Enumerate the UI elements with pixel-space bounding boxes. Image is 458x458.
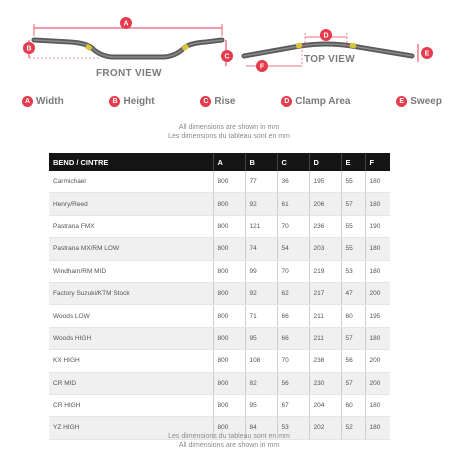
header-b: B (245, 153, 277, 171)
table-cell-value: 99 (245, 260, 277, 282)
table-cell-value: 180 (365, 394, 390, 416)
table-cell-value: 82 (245, 372, 277, 394)
table-cell-value: 56 (277, 372, 309, 394)
table-cell-bend: YZ HIGH (49, 417, 213, 439)
table-cell-value: 67 (277, 394, 309, 416)
table-cell-value: 211 (309, 305, 341, 327)
table-cell-bend: Henry/Reed (49, 193, 213, 215)
header-f: F (365, 153, 390, 171)
legend-label-sweep: Sweep (410, 95, 442, 107)
header-c: C (277, 153, 309, 171)
table-row (49, 327, 390, 349)
table-body (49, 171, 390, 439)
table-cell-value: 236 (309, 215, 341, 237)
svg-text:A: A (123, 20, 129, 28)
table-cell-value: 800 (213, 171, 245, 193)
table-cell-value: 203 (309, 238, 341, 260)
table-cell-bend: CR HIGH (49, 394, 213, 416)
table-cell-value: 195 (365, 305, 390, 327)
table-row (49, 305, 390, 327)
svg-text:B: B (26, 45, 32, 53)
table-row (49, 372, 390, 394)
table-cell-value: 57 (341, 372, 365, 394)
table-cell-value: 54 (277, 238, 309, 260)
table-cell-value: 204 (309, 394, 341, 416)
table-cell-value: 211 (309, 327, 341, 349)
front-view-label: FRONT VIEW (96, 68, 162, 79)
table-cell-value: 47 (341, 282, 365, 304)
legend-label-width: Width (36, 95, 64, 107)
marker-e (421, 47, 433, 59)
header-bend: BEND / CINTRE (49, 153, 213, 171)
table-cell-value: 61 (277, 193, 309, 215)
table-cell-value: 108 (245, 350, 277, 372)
table-cell-value: 92 (245, 193, 277, 215)
legend-item-width (22, 96, 64, 107)
table-cell-value: 60 (341, 394, 365, 416)
table-cell-value: 800 (213, 193, 245, 215)
legend-badge-e: E (396, 96, 407, 107)
handlebar-drawing (0, 0, 458, 86)
table-cell-bend: Woods LOW (49, 305, 213, 327)
legend-item-sweep (396, 96, 442, 107)
table-cell-value: 200 (365, 372, 390, 394)
note-bottom-english: All dimensions are shown in mm (178, 442, 280, 449)
marker-d (320, 29, 332, 41)
legend-badge-a: A (22, 96, 33, 107)
table-cell-value: 55 (341, 215, 365, 237)
table-cell-value: 180 (365, 171, 390, 193)
table-cell-value: 92 (245, 282, 277, 304)
table-cell-value: 800 (213, 417, 245, 439)
table-cell-value: 62 (277, 282, 309, 304)
table-cell-value: 800 (213, 282, 245, 304)
table-cell-bend: CR MID (49, 372, 213, 394)
header-a: A (213, 153, 245, 171)
table-cell-value: 180 (365, 193, 390, 215)
table-cell-value: 55 (341, 171, 365, 193)
table-cell-value: 200 (365, 350, 390, 372)
svg-text:C: C (224, 53, 230, 61)
svg-text:F: F (259, 63, 265, 71)
note-bottom-french: Les dimensions du tableau sont en mm (168, 433, 290, 440)
table-cell-value: 70 (277, 350, 309, 372)
table-row (49, 282, 390, 304)
table-cell-value: 180 (365, 327, 390, 349)
table-cell-value: 219 (309, 260, 341, 282)
table-cell-value: 217 (309, 282, 341, 304)
table-row (49, 394, 390, 416)
table-cell-value: 56 (341, 350, 365, 372)
table-row (49, 171, 390, 193)
table-cell-value: 66 (277, 327, 309, 349)
table-cell-value: 180 (365, 260, 390, 282)
table-cell-bend: KX HIGH (49, 350, 213, 372)
table-cell-value: 180 (365, 417, 390, 439)
marker-b (23, 42, 35, 54)
front-view-bar (34, 40, 222, 57)
legend-label-height: Height (123, 95, 155, 107)
table-cell-value: 95 (245, 394, 277, 416)
table-cell-value: 195 (309, 171, 341, 193)
table-row (49, 215, 390, 237)
table-cell-bend: Woods HIGH (49, 327, 213, 349)
table-cell-value: 206 (309, 193, 341, 215)
top-view-label: TOP VIEW (304, 54, 355, 65)
legend-badge-b: B (109, 96, 120, 107)
table-cell-value: 71 (245, 305, 277, 327)
table-cell-value: 36 (277, 171, 309, 193)
table-cell-value: 57 (341, 193, 365, 215)
table-cell-bend: Windham/RM MID (49, 260, 213, 282)
note-top-english: All dimensions are shown in mm (178, 124, 280, 131)
table-cell-value: 230 (309, 372, 341, 394)
table-cell-value: 95 (245, 327, 277, 349)
table-cell-value: 202 (309, 417, 341, 439)
marker-a (120, 17, 132, 29)
table-cell-value: 800 (213, 260, 245, 282)
table-cell-value: 800 (213, 350, 245, 372)
table-cell-value: 800 (213, 327, 245, 349)
table-cell-value: 121 (245, 215, 277, 237)
legend-item-clamp-area (281, 96, 350, 107)
table-cell-value: 800 (213, 305, 245, 327)
svg-text:D: D (323, 32, 329, 40)
table-cell-value: 236 (309, 350, 341, 372)
table-row (49, 260, 390, 282)
table-cell-bend: Factory Suzuki/KTM Stock (49, 282, 213, 304)
table-cell-value: 200 (365, 282, 390, 304)
legend-item-height (109, 96, 154, 107)
table-cell-value: 53 (341, 260, 365, 282)
svg-text:E: E (424, 50, 430, 58)
table-cell-value: 52 (341, 417, 365, 439)
legend-item-rise (200, 96, 235, 107)
table-cell-value: 180 (365, 238, 390, 260)
table-cell-value: 77 (245, 171, 277, 193)
table-cell-value: 800 (213, 372, 245, 394)
table-row (49, 350, 390, 372)
table-cell-value: 70 (277, 260, 309, 282)
handlebar-diagram (0, 0, 458, 86)
table-row (49, 193, 390, 215)
table-row (49, 238, 390, 260)
legend-label-rise: Rise (214, 95, 236, 107)
table-cell-bend: Pastrana MX/RM LOW (49, 238, 213, 260)
table-cell-value: 190 (365, 215, 390, 237)
table-cell-value: 74 (245, 238, 277, 260)
table-cell-value: 57 (341, 327, 365, 349)
table-header-row (49, 153, 390, 171)
marker-f (256, 60, 268, 72)
header-d: D (309, 153, 341, 171)
header-e: E (341, 153, 365, 171)
table-cell-value: 70 (277, 215, 309, 237)
table-cell-value: 800 (213, 215, 245, 237)
legend-badge-c: C (200, 96, 211, 107)
dimension-legend (22, 94, 442, 108)
table-cell-value: 800 (213, 238, 245, 260)
table-cell-value: 60 (341, 305, 365, 327)
table-cell-value: 84 (245, 417, 277, 439)
dimensions-table (49, 153, 390, 440)
note-top-french: Les dimensions du tableau sont en mm (168, 133, 290, 140)
marker-c (221, 50, 233, 62)
table-cell-value: 800 (213, 394, 245, 416)
legend-label-clamp-area: Clamp Area (295, 95, 351, 107)
table-cell-value: 55 (341, 238, 365, 260)
table-cell-bend: Carmichael (49, 171, 213, 193)
table-cell-value: 66 (277, 305, 309, 327)
table-cell-bend: Pastrana FMX (49, 215, 213, 237)
table-cell-value: 53 (277, 417, 309, 439)
legend-badge-d: D (281, 96, 292, 107)
